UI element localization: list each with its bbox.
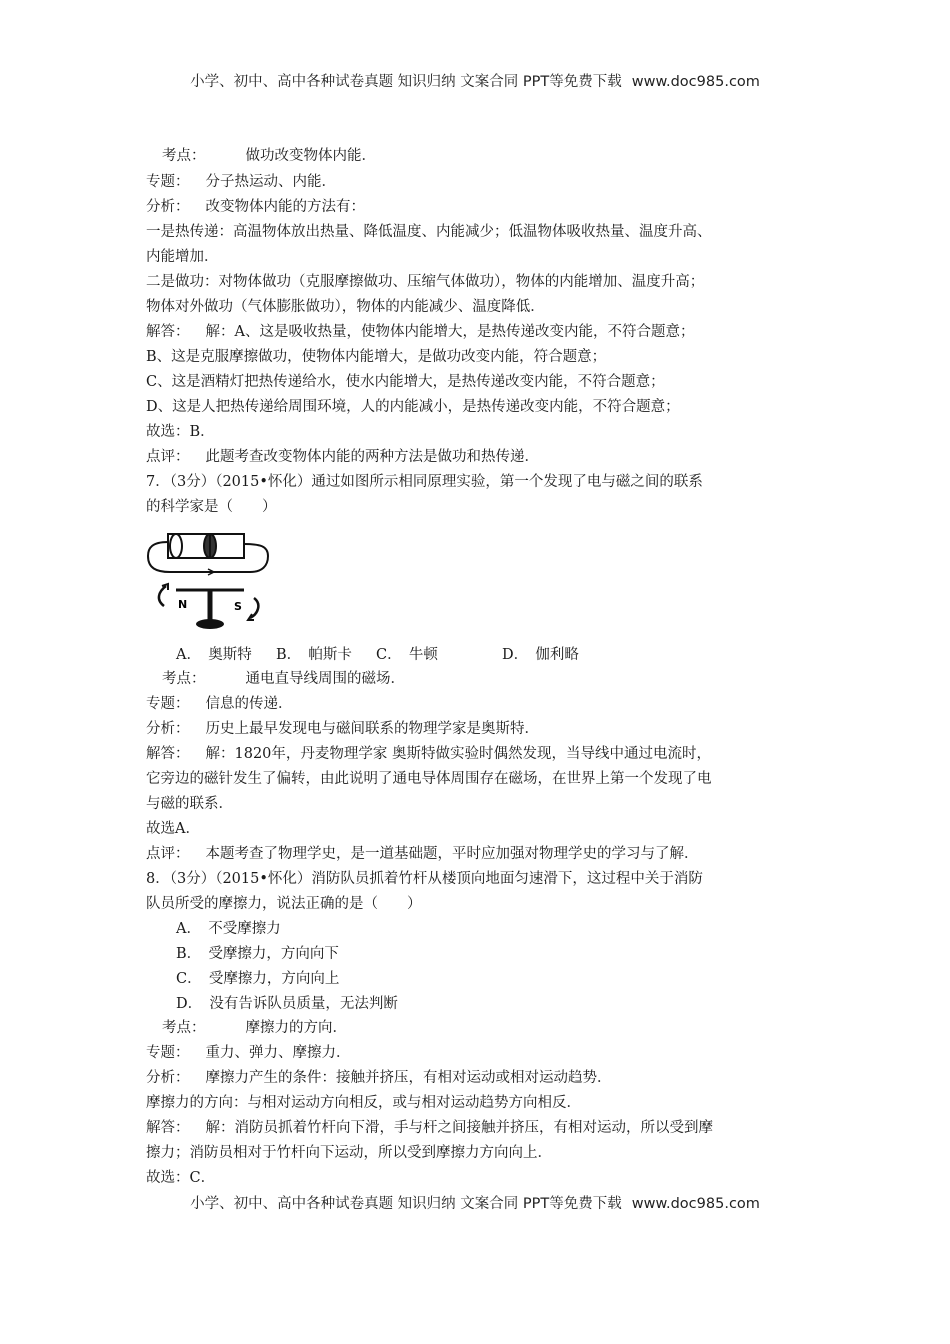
q8-stem-l2: 队员所受的摩擦力，说法正确的是（ ） [146, 896, 422, 912]
q8-option-c[interactable]: C． 受摩擦力，方向向上 [176, 971, 340, 987]
q7-jieda: 解：1820年，丹麦物理学家 奥斯特做实验时偶然发现，当导线中通过电流时， [205, 746, 712, 762]
q7-dianping: 本题考查了物理学史，是一道基础题，平时应加强对物理学史的学习与了解． [205, 846, 699, 862]
q6-fenxi-l1: 一是热传递：高温物体放出热量、降低温度、内能减少；低温物体吸收热量、温度升高、 [146, 224, 712, 240]
q7-dianping-line [146, 845, 826, 864]
q7-option-d[interactable]: D． 伽利略 [502, 647, 579, 663]
q8-fenxi-l2: 摩擦力的方向：与相对运动方向相反，或与相对运动趋势方向相反． [146, 1095, 581, 1111]
q7-zhuanti: 信息的传递． [205, 696, 293, 712]
q7-stem-l1: 7．（3分）（2015•怀化）通过如图所示相同原理实验，第一个发现了电与磁之间的联系 [146, 474, 703, 490]
page-footer [0, 1192, 950, 1213]
q7-option-c[interactable]: C． 牛顿 [376, 647, 438, 663]
q6-guxuan: 故选：B． [146, 424, 215, 440]
q8-zhuanti: 重力、弹力、摩擦力． [205, 1045, 351, 1061]
q6-jieda-c: C、这是酒精灯把热传递给水，使水内能增大，是热传递改变内能，不符合题意； [146, 374, 665, 390]
q8-option-d[interactable]: D． 没有告诉队员质量，无法判断 [176, 996, 398, 1012]
q7-jieda-line [146, 745, 826, 764]
label-jieda: 解答： [146, 1120, 190, 1136]
q7-fenxi-line [146, 720, 826, 739]
q7-option-a[interactable]: A． 奥斯特 [176, 647, 252, 663]
q7-fenxi: 历史上最早发现电与磁间联系的物理学家是奥斯特． [205, 721, 539, 737]
footer-title: 小学、初中、高中各种试卷真题 知识归纳 文案合同 PPT等免费下载 [190, 1196, 622, 1212]
label-kaodian: 考点： [162, 671, 206, 687]
q8-stem-l1: 8．（3分）（2015•怀化）消防队员抓着竹杆从楼顶向地面匀速滑下，这过程中关于消防 [146, 871, 703, 887]
label-jieda: 解答： [146, 746, 190, 762]
q7-stem-l2: 的科学家是（ ） [146, 499, 277, 515]
q8-guxuan: 故选：C． [146, 1170, 216, 1186]
q6-zhuanti: 分子热运动、内能． [205, 174, 336, 190]
q6-fenxi-l4: 物体对外做功（气体膨胀做功），物体的内能减少、温度降低． [146, 299, 545, 315]
label-kaodian: 考点： [162, 1020, 206, 1036]
label-fenxi: 分析： [146, 1070, 190, 1086]
q7-jieda-l2: 它旁边的磁针发生了偏转，由此说明了通电导体周围存在磁场，在世界上第一个发现了电 [146, 771, 712, 787]
q7-zhuanti-line [146, 695, 826, 714]
q6-fenxi-line [146, 198, 826, 217]
label-dianping: 点评： [146, 846, 190, 862]
q8-kaodian-line [146, 1019, 826, 1038]
q7-options [176, 646, 856, 665]
q8-jieda: 解：消防员抓着竹杆向下滑，手与杆之间接触并挤压，有相对运动，所以受到摩 [205, 1120, 713, 1136]
q8-fenxi: 摩擦力产生的条件：接触并挤压，有相对运动或相对运动趋势． [205, 1070, 612, 1086]
label-zhuanti: 专题： [146, 696, 190, 712]
header-title: 小学、初中、高中各种试卷真题 知识归纳 文案合同 PPT等免费下载 [190, 74, 622, 90]
q8-jieda-line [146, 1119, 826, 1138]
q6-kaodian: 做功改变物体内能． [245, 148, 376, 164]
q6-jieda-d: D、这是人把热传递给周围环境，人的内能减小，是热传递改变内能，不符合题意； [146, 399, 680, 415]
q7-jieda-l3: 与磁的联系． [146, 796, 233, 812]
header-site[interactable]: www.doc985.com [631, 74, 760, 90]
label-zhuanti: 专题： [146, 1045, 190, 1061]
label-dianping: 点评： [146, 449, 190, 465]
q8-option-a[interactable]: A． 不受摩擦力 [176, 921, 281, 937]
q8-fenxi-line [146, 1069, 826, 1088]
label-fenxi: 分析： [146, 199, 190, 215]
q6-zhuanti-line [146, 173, 826, 192]
q6-fenxi: 改变物体内能的方法有： [205, 199, 365, 215]
q7-guxuan: 故选A． [146, 821, 200, 837]
q7-kaodian: 通电直导线周围的磁场． [245, 671, 405, 687]
q6-kaodian-line [146, 147, 826, 166]
q8-jieda-l2: 擦力；消防员相对于竹杆向下运动，所以受到摩擦力方向向上． [146, 1145, 552, 1161]
q6-dianping-line [146, 448, 826, 467]
q6-jieda-line [146, 323, 826, 342]
needle-north-label: N [178, 598, 188, 611]
q6-jieda-b: B、这是克服摩擦做功，使物体内能增大，是做功改变内能，符合题意； [146, 349, 607, 365]
q6-jieda: 解：A、这是吸收热量，使物体内能增大，是热传递改变内能，不符合题意； [205, 324, 695, 340]
label-jieda: 解答： [146, 324, 190, 340]
q6-fenxi-l2: 内能增加． [146, 249, 219, 265]
page-header [0, 70, 950, 91]
label-zhuanti: 专题： [146, 174, 190, 190]
q6-dianping: 此题考查改变物体内能的两种方法是做功和热传递． [205, 449, 539, 465]
footer-site[interactable]: www.doc985.com [631, 1196, 760, 1212]
oersted-experiment-figure [146, 526, 274, 632]
q8-option-b[interactable]: B． 受摩擦力，方向向下 [176, 946, 339, 962]
label-fenxi: 分析： [146, 721, 190, 737]
q7-kaodian-line [146, 670, 826, 689]
needle-south-label: S [234, 600, 242, 613]
q7-option-b[interactable]: B． 帕斯卡 [276, 647, 352, 663]
q8-kaodian: 摩擦力的方向． [245, 1020, 347, 1036]
label-kaodian: 考点： [162, 148, 206, 164]
q8-zhuanti-line [146, 1044, 826, 1063]
q6-fenxi-l3: 二是做功：对物体做功（克服摩擦做功、压缩气体做功），物体的内能增加、温度升高； [146, 274, 705, 290]
